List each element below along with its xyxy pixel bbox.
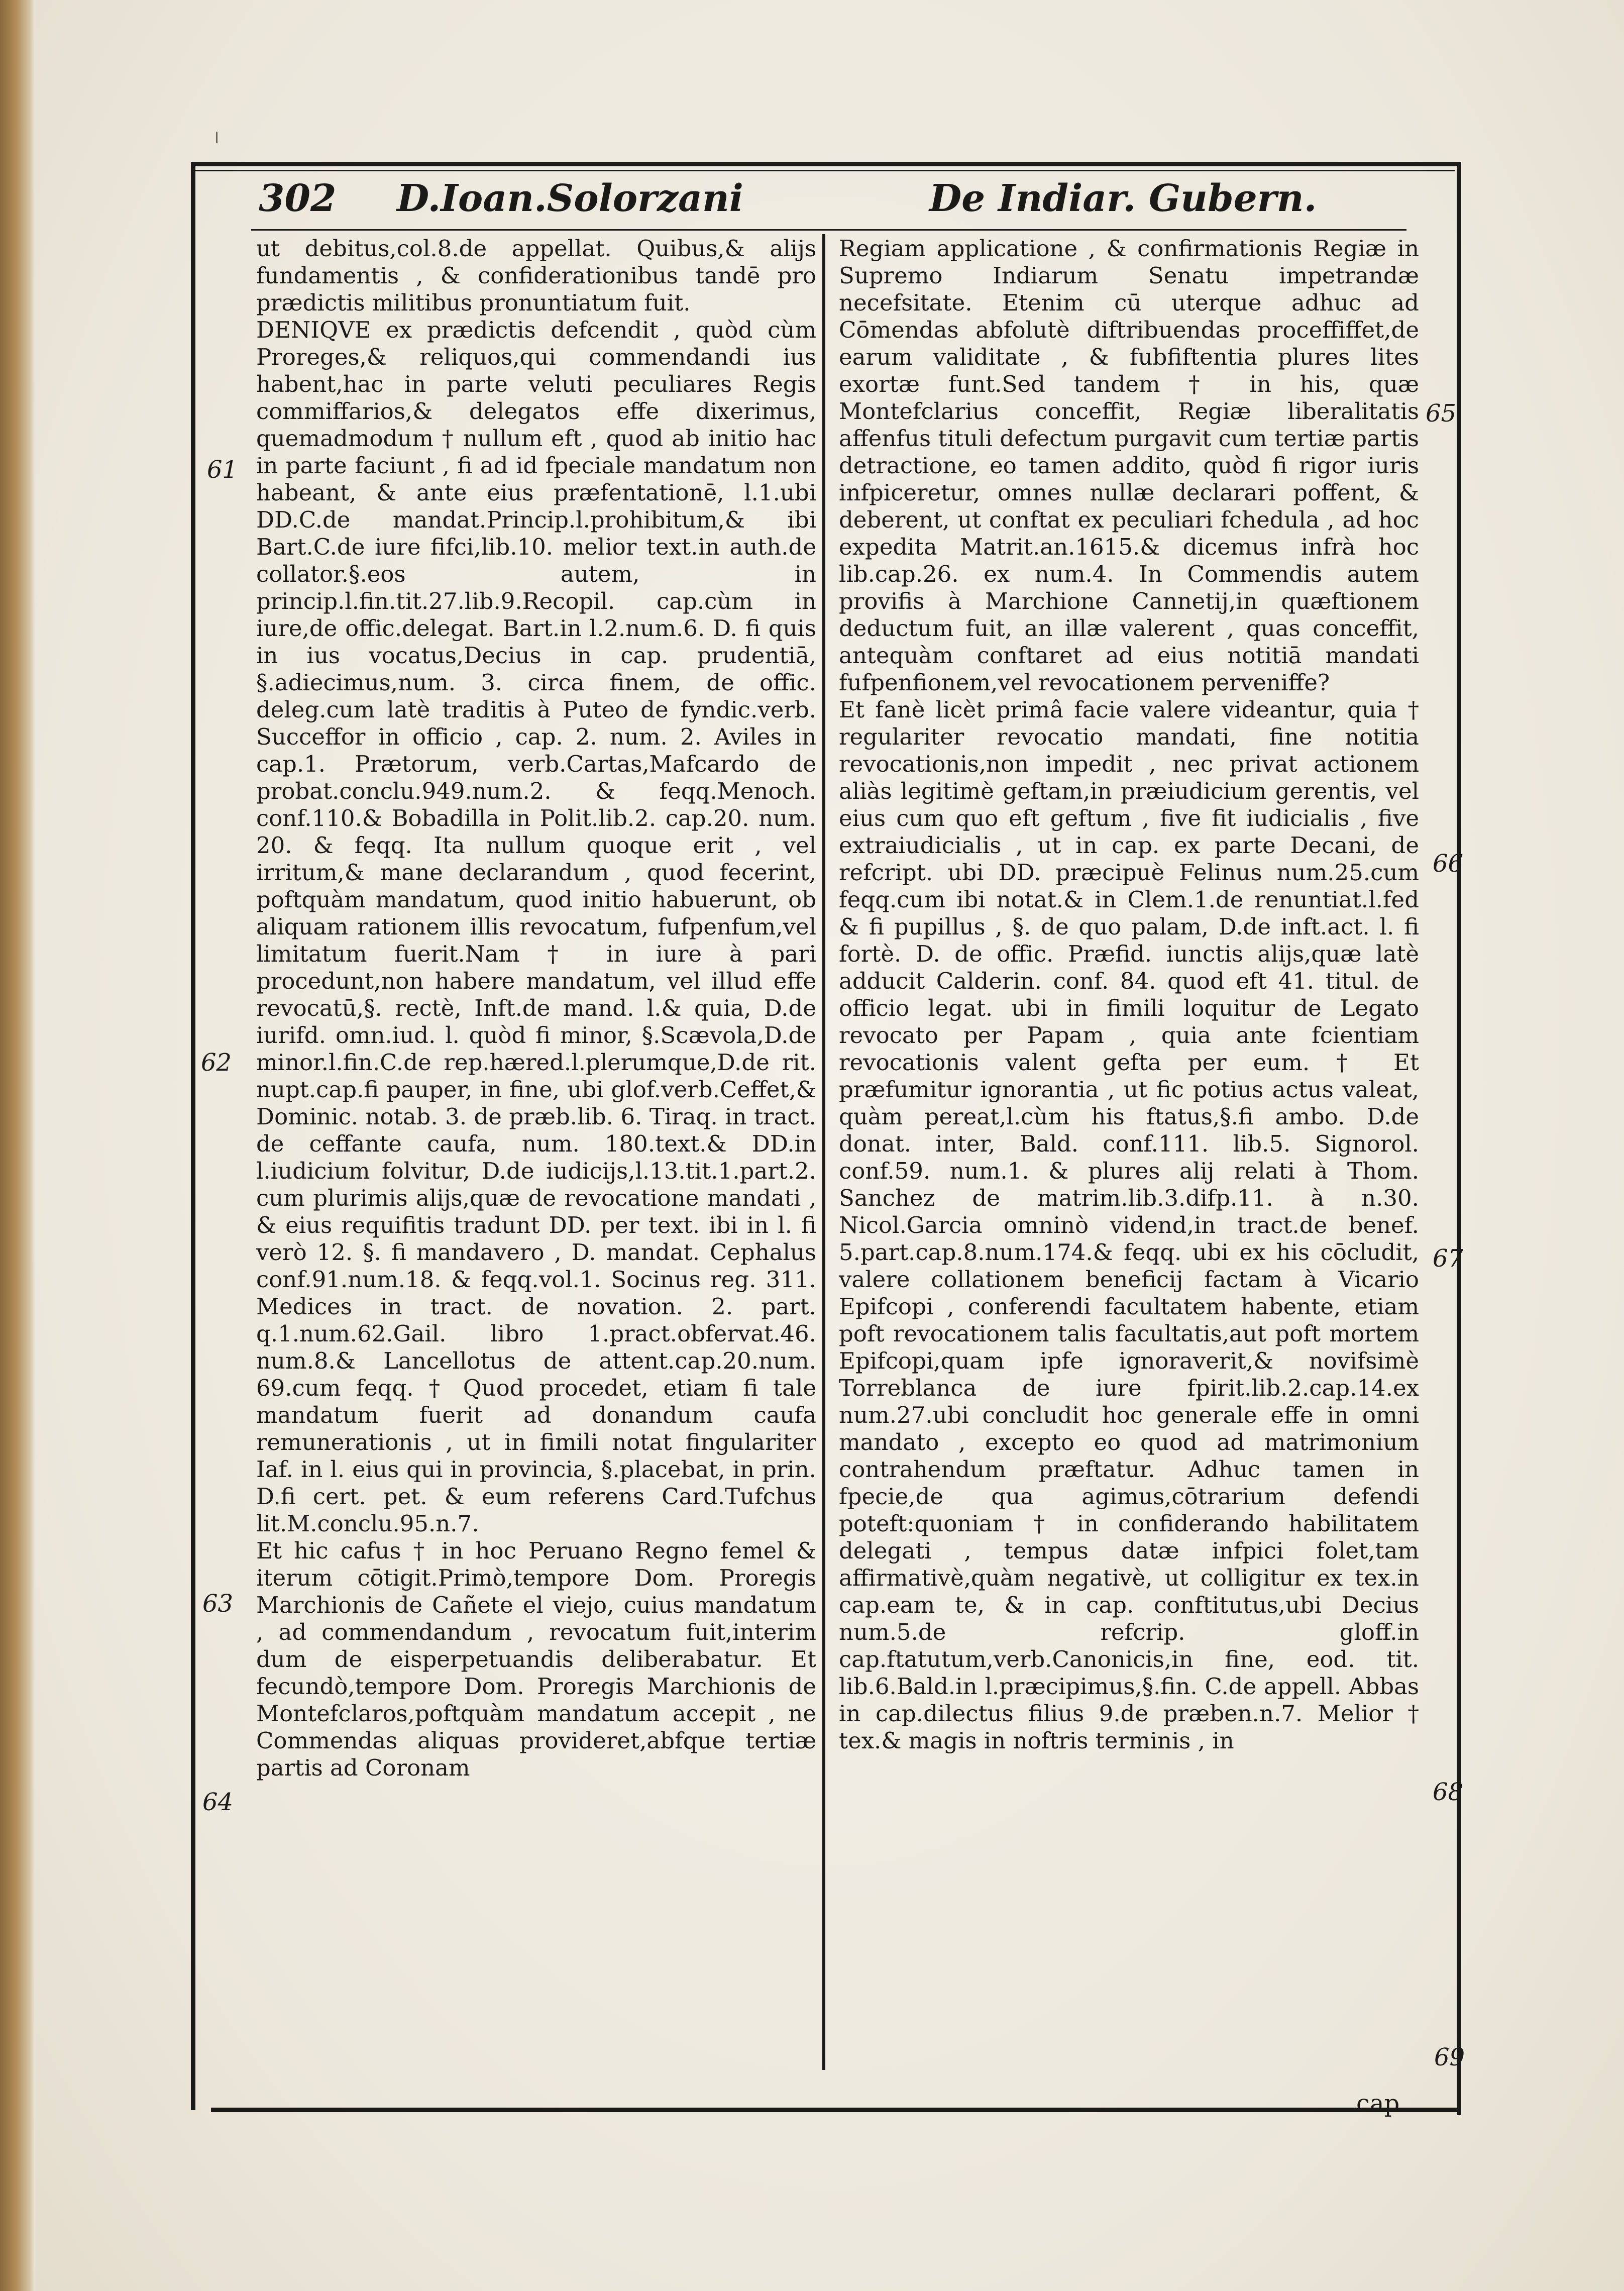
margin-number-62: 62 (201, 1049, 232, 1077)
running-head-author: D.Ioan.Solorzani (397, 177, 743, 220)
right-paragraph-1: Regiam applicatione , & confirmationis Regiæ in Supremo Indiarum Senatu impetrandæ necefsitate. Etenim cū uterque adhuc ad Cōmendas abfolutè diftribuendas proceffiffet,de earum validitate , & fubfiftentia plures lites exortæ funt.Sed tandem † in his, quæ Montefclarius conceffit, Regiæ liberalitatis affenfus tituli defectum purgavit cum tertiæ partis detractione, eo tamen addito, quòd fi rigor iuris infpiceretur, omnes nullæ declarari poffent, & deberent, ut conftat ex peculiari fchedula , ad hoc expedita Matrit.an.1615.& dicemus infrà hoc lib.cap.26. ex num.4. In Commendis autem provifis à Marchione Cannetij,in quæftionem deductum fuit, an illæ valerent , quas conceffit, antequàm conftaret ad eius notitiā mandati fufpenfionem,vel revocationem perveniffe? (839, 235, 1419, 696)
frame-top-rule (191, 162, 1457, 166)
left-paragraph-3: Et hic cafus † in hoc Peruano Regno femel & iterum cōtigit.Primò,tempore Dom. Proregis Marchionis de Cañete el viejo, cuius mandatum , ad commendandum , revocatum fuit,interim dum de eisperpetuandis deliberabatur. Et fecundò,tempore Dom. Proregis Marchionis de Montefclaros,poftquàm mandatum accepit , ne Commendas aliquas provideret,abfque tertiæ partis ad Coronam (256, 1537, 816, 1781)
right-column (839, 235, 1419, 1754)
frame-left-rule (191, 162, 195, 2110)
left-column (256, 235, 816, 1782)
margin-number-64: 64 (202, 1788, 234, 1816)
page-mark (216, 132, 218, 143)
margin-number-65: 65 (1426, 399, 1457, 428)
left-paragraph-2: DENIQVE ex prædictis defcendit , quòd cùm Proreges,& reliquos,qui commendandi ius habent,hac in parte veluti peculiares Regis commiffarios,& delegatos effe dixerimus, quemadmodum † nullum eft , quod ab initio hac in parte faciunt , fi ad id fpeciale mandatum non habeant, & ante eius præfentationē, l.1.ubi DD.C.de mandat.Princip.l.prohibitum,& ibi Bart.C.de iure fifci,lib.10. melior text.in auth.de collator.§.eos autem, in princip.l.fin.tit.27.lib.9.Recopil. cap.cùm in iure,de offic.delegat. Bart.in l.2.num.6. D. fi quis in ius vocatus,Decius in cap. prudentiā, §.adiecimus,num. 3. circa finem, de offic. deleg.cum latè traditis à Puteo de fyndic.verb. Succeffor in officio , cap. 2. num. 2. Aviles in cap.1. Prætorum, verb.Cartas,Mafcardo de probat.conclu.949.num.2. & feqq.Menoch. conf.110.& Bobadilla in Polit.lib.2. cap.20. num. 20. & feqq. Ita nullum quoque erit , vel irritum,& mane declarandum , quod fecerint, poftquàm mandatum, quod initio habuerunt, ob aliquam rationem illis revocatum, fufpenfum,vel limitatum fuerit.Nam † in iure à pari procedunt,non habere mandatum, vel illud effe revocatū,§. rectè, Inft.de mand. l.& quia, D.de iurifd. omn.iud. l. quòd fi minor, §.Scævola,D.de minor.l.fin.C.de rep.hæred.l.plerumque,D.de rit. nupt.cap.fi pauper, in fine, ubi glof.verb.Ceffet,& Dominic. notab. 3. de præb.lib. 6. Tiraq. in tract. de ceffante caufa, num. 180.text.& DD.in l.iudicium folvitur, D.de iudicijs,l.13.tit.1.part.2. cum plurimis alijs,quæ de revocatione mandati , & eius requifitis tradunt DD. per text. ibi in l. fi verò 12. §. fi mandavero , D. mandat. Cephalus conf.91.num.18. & feqq.vol.1. Socinus reg. 311. Medices in tract. de novation. 2. part. q.1.num.62.Gail. libro 1.pract.obfervat.46. num.8.& Lancellotus de attent.cap.20.num. 69.cum feqq. † Quod procedet, etiam fi tale mandatum fuerit ad donandum caufa remunerationis , ut in fimili notat fingulariter Iaf. in l. eius qui in provincia, §.placebat, in prin. D.fi cert. pet. & eum referens Card.Tufchus lit.M.conclu.95.n.7. (256, 317, 816, 1537)
column-divider-rule (822, 234, 825, 2070)
margin-number-63: 63 (202, 1590, 234, 1618)
margin-number-69: 69 (1434, 2043, 1465, 2071)
book-spine (0, 0, 35, 2291)
page-number: 302 (259, 177, 337, 220)
margin-number-67: 67 (1433, 1244, 1464, 1273)
header-underline-rule (251, 229, 1406, 231)
running-head-title: De Indiar. Gubern. (929, 177, 1317, 220)
catchword: cap. (1356, 2090, 1408, 2118)
left-paragraph-1: ut debitus,col.8.de appellat. Quibus,& alijs fundamentis , & confiderationibus tandē pro prædictis militibus pronuntiatum fuit. (256, 235, 816, 316)
frame-bottom-rule (211, 2108, 1457, 2112)
frame-right-rule (1457, 162, 1461, 2115)
right-paragraph-2: Et fanè licèt primâ facie valere videantur, quia † regulariter revocatio mandati, fine notitia revocationis,non impedit , nec privat actionem aliàs legitimè geftam,in præiudicium gerentis, vel eius cum quo eft geftum , five fit iudicialis , five extraiudicialis , ut in cap. ex parte Decani, de refcript. ubi DD. præcipuè Felinus num.25.cum feqq.cum ibi notat.& in Clem.1.de renuntiat.l.fed & fi pupillus , §. de quo palam, D.de inft.act. l. fi fortè. D. de offic. Præfid. iunctis alijs,quæ latè adducit Calderin. conf. 84. quod eft 41. titul. de officio legat. ubi in fimili loquitur de Legato revocato per Papam , quia ante fcientiam revocationis valent gefta per eum. † Et præfumitur ignorantia , ut fic potius actus valeat, quàm pereat,l.cùm his ftatus,§.fi ambo. D.de donat. inter, Bald. conf.111. lib.5. Signorol. conf.59. num.1. & plures alij relati à Thom. Sanchez de matrim.lib.3.difp.11. à n.30. Nicol.Garcia omninò vidend,in tract.de benef. 5.part.cap.8.num.174.& feqq. ubi ex his cōcludit, valere collationem beneficij factam à Vicario Epifcopi , conferendi facultatem habente, etiam poft revocationem talis facultatis,aut poft mortem Epifcopi,quam ipfe ignoraverit,& novifsimè Torreblanca de iure fpirit.lib.2.cap.14.ex num.27.ubi concludit hoc generale effe in omni mandato , excepto eo quod ad matrimonium contrahendum præftatur. Adhuc tamen in fpecie,de qua agimus,cōtrarium defendi poteft:quoniam † in confiderando habilitatem delegati , tempus datæ infpici folet,tam affirmativè,quàm negativè, ut colligitur ex tex.in cap.eam te, & in cap. conftitutus,ubi Decius num.5.de refcrip. gloff.in cap.ftatutum,verb.Canonicis,in fine, eod. tit. lib.6.Bald.in l.præcipimus,§.fin. C.de appell. Abbas in cap.dilectus filius 9.de præben.n.7. Melior † tex.& magis in noftris terminis , in (839, 696, 1419, 1754)
margin-number-68: 68 (1433, 1778, 1464, 1806)
margin-number-61: 61 (207, 456, 238, 484)
margin-number-66: 66 (1433, 850, 1464, 878)
